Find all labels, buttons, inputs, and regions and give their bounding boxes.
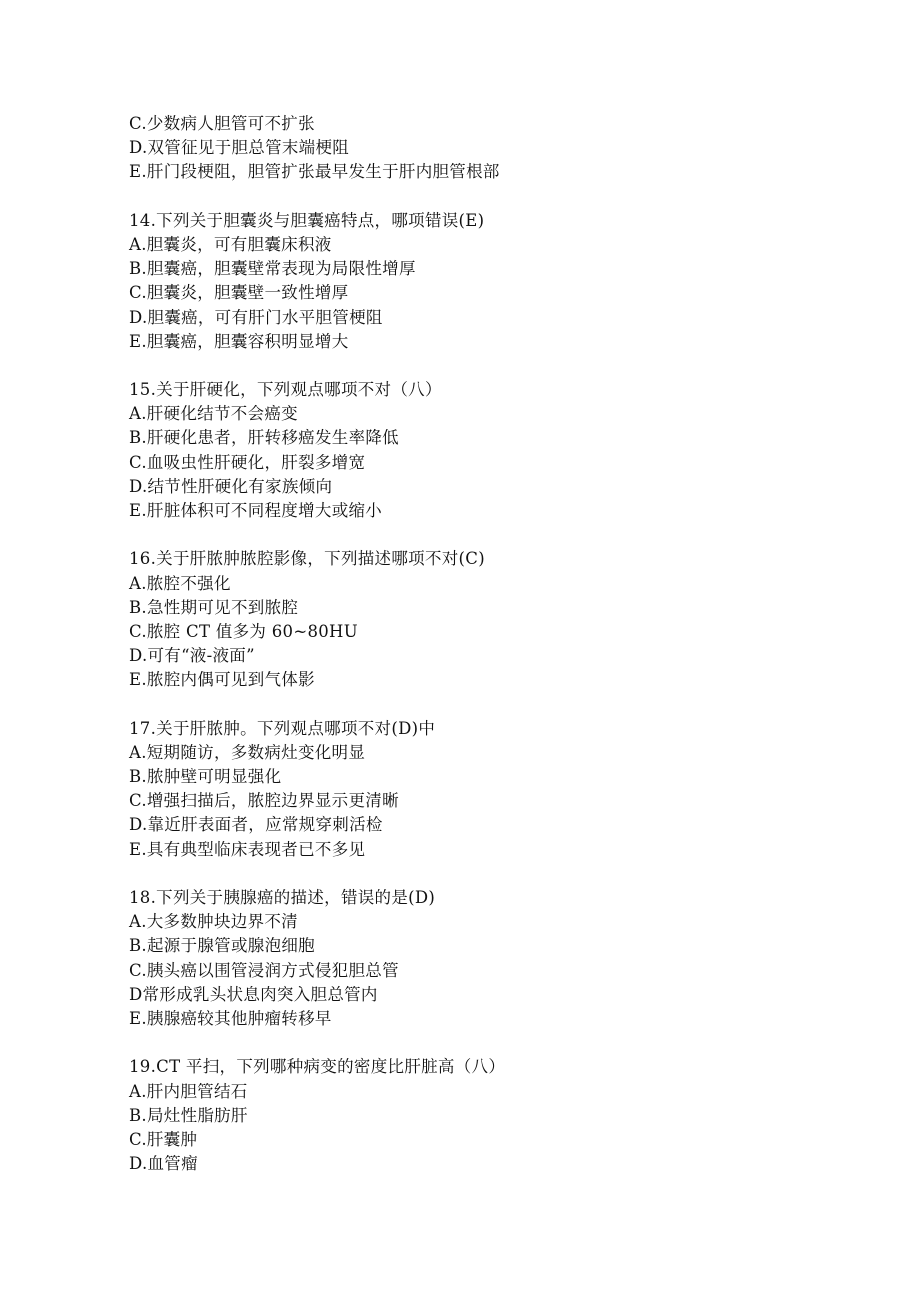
question-19 <box>129 1055 869 1176</box>
question-stem: 15.关于肝硬化，下列观点哪项不对（八） <box>129 380 442 400</box>
option-c: C.胰头癌以围管浸润方式侵犯胆总管 <box>129 960 399 980</box>
question-15 <box>129 378 869 523</box>
option-e: E.胆囊癌，胆囊容积明显增大 <box>129 331 349 351</box>
option-b: B.起源于腺管或腺泡细胞 <box>129 936 315 956</box>
question-stem: 18.下列关于胰腺癌的描述，错误的是(D) <box>129 888 436 907</box>
option-b: B.胆囊癌，胆囊壁常表现为局限性增厚 <box>129 259 416 279</box>
option-c: C.肝囊肿 <box>129 1129 198 1149</box>
option-a: A.胆囊炎，可有胆囊床积液 <box>129 234 332 254</box>
option-c: C.少数病人胆管可不扩张 <box>129 114 315 133</box>
question-18 <box>129 886 869 1031</box>
option-c: C.胆囊炎，胆囊壁一致性增厚 <box>129 283 349 303</box>
question-17 <box>129 717 869 862</box>
document-page <box>129 112 869 1176</box>
option-e: E.肝门段梗阻，胆管扩张最早发生于肝内胆管根部 <box>129 162 500 182</box>
option-a: A.脓腔不强化 <box>129 573 231 593</box>
option-b: B.肝硬化患者，肝转移癌发生率降低 <box>129 428 399 448</box>
question-stem: 14.下列关于胆囊炎与胆囊癌特点，哪项错误(E) <box>129 210 485 230</box>
option-e: E.肝脏体积可不同程度增大或缩小 <box>129 501 383 520</box>
option-d: D.结节性肝硬化有家族倾向 <box>129 476 333 496</box>
question-stem: 19.CT 平扫，下列哪种病变的密度比肝脏高（八） <box>129 1057 506 1077</box>
option-a: A.肝硬化结节不会癌变 <box>129 404 298 424</box>
option-b: B.急性期可见不到脓腔 <box>129 597 299 617</box>
option-d: D.血管瘤 <box>129 1154 198 1174</box>
option-c: C.血吸虫性肝硬化，肝裂多增宽 <box>129 452 366 472</box>
option-b: B.局灶性脂肪肝 <box>129 1105 248 1125</box>
option-a: A.肝内胆管结石 <box>129 1081 248 1101</box>
option-d: D.靠近肝表面者，应常规穿刺活检 <box>129 815 383 835</box>
question-13-continued <box>129 112 869 185</box>
option-d: D常形成乳头状息肉突入胆总管内 <box>129 984 378 1004</box>
question-stem: 17.关于肝脓肿。下列观点哪项不对(D)中 <box>129 718 436 738</box>
option-e: E.胰腺癌较其他肿瘤转移早 <box>129 1008 332 1028</box>
option-a: A.短期随访，多数病灶变化明显 <box>129 742 366 762</box>
option-a: A.大多数肿块边界不清 <box>129 912 298 932</box>
option-d: D.可有“液-液面” <box>129 646 255 666</box>
option-b: B.脓肿壁可明显强化 <box>129 767 282 787</box>
option-c: C.脓腔 CT 值多为 60~80HU <box>129 621 358 641</box>
question-stem: 16.关于肝脓肿脓腔影像，下列描述哪项不对(C) <box>129 549 485 569</box>
option-e: E.具有典型临床表现者已不多见 <box>129 839 366 859</box>
question-14 <box>129 209 869 354</box>
option-d: D.双管征见于胆总管末端梗阻 <box>129 138 350 158</box>
option-e: E.脓腔内偶可见到气体影 <box>129 670 315 690</box>
question-16 <box>129 547 869 692</box>
option-c: C.增强扫描后，脓腔边界显示更清晰 <box>129 791 399 811</box>
option-d: D.胆囊癌，可有肝门水平胆管梗阻 <box>129 307 383 327</box>
